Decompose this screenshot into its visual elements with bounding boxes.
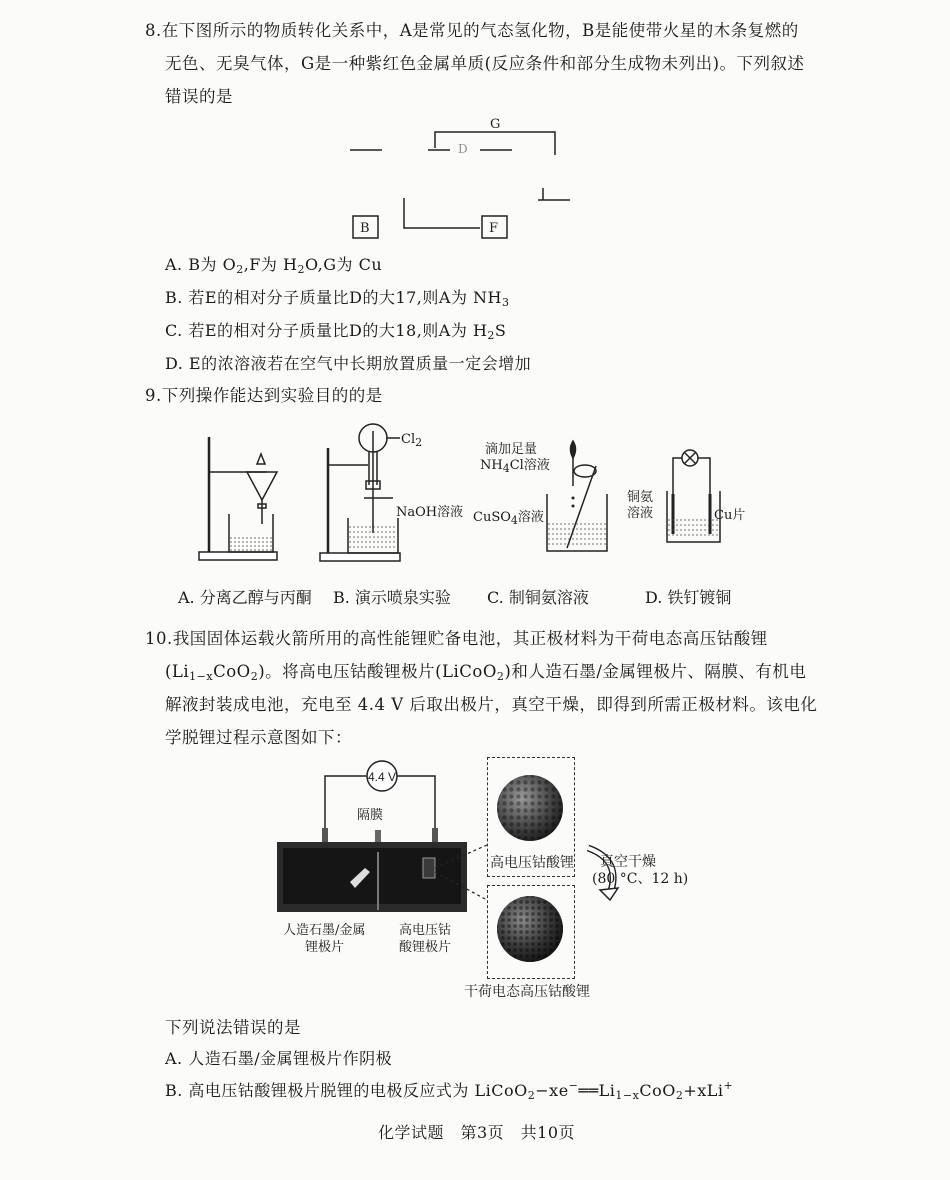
q9-c-label-3: CuSO$_4$溶液 <box>473 510 544 527</box>
q10-voltage: 4.4 V <box>367 770 397 784</box>
q9-c-label-2: $NH_4Cl$溶液 <box>480 458 550 475</box>
q8-stem-line3: 错误的是 <box>165 87 233 106</box>
q8-diagram-partial: D <box>458 142 468 156</box>
q10-top-caption: 高电压钴酸锂 <box>490 855 574 871</box>
q9-d-label-2: 溶液 <box>627 506 654 521</box>
q10-stem-line2: $(Li_{1-x}CoO_2)$。将高电压钴酸锂极片(LiCoO$_2$)和人造石墨/金属锂极片、隔膜、有机电 <box>165 662 807 683</box>
q10-separator-label: 隔膜 <box>357 808 384 823</box>
beaker-a-liquid <box>230 538 272 550</box>
q10-right-label-1: 高电压钴 <box>399 923 452 938</box>
q10-left-label-2: 锂极片 <box>305 940 345 955</box>
q10-bottom-sphere <box>494 893 566 965</box>
q8-diagram-b: B <box>360 221 370 236</box>
q9-caption-a: A. 分离乙醇与丙酮 <box>178 588 312 607</box>
q8-diagram <box>340 110 590 245</box>
q9-caption-b: B. 演示喷泉实验 <box>333 588 451 607</box>
q8-diagram-g: G <box>490 117 501 132</box>
q10-bottom-caption: 干荷电态高压钴酸锂 <box>464 984 590 1000</box>
q10-stem-line3: 解液封装成电池，充电至 4.4 V 后取出极片，真空干燥，即得到所需正极材料。该电化 <box>165 695 818 714</box>
q10-top-sphere <box>494 772 566 844</box>
q8-option-c: C. 若E的相对分子质量比D的大18,则A为 $H_2S$ <box>165 321 507 342</box>
q8-number: 8. <box>145 21 162 40</box>
q10-stem-line4: 学脱锂过程示意图如下： <box>165 728 352 747</box>
q8-option-d: D. E的浓溶液若在空气中长期放置质量一定会增加 <box>165 354 532 373</box>
q9-d-label-1: 铜氨 <box>627 490 654 505</box>
q10-battery-diagram <box>275 760 485 920</box>
q9-number: 9. <box>145 386 162 405</box>
beaker-c-liquid <box>548 524 606 544</box>
q9-caption-d: D. 铁钉镀铜 <box>645 588 732 607</box>
q9-stem: 9.下列操作能达到实验目的的是 <box>145 386 383 405</box>
q9-d-label-cu: Cu片 <box>714 508 746 523</box>
q10-option-b: B. 高电压钴酸锂极片脱锂的电极反应式为 $LiCoO_2-xe^-══Li_{1-x}CoO_2+xLi^+$ <box>165 1079 734 1102</box>
page-footer: 化学试题 第3页 共10页 <box>378 1123 576 1142</box>
q9-c-label-1: 滴加足量 <box>485 442 538 457</box>
q8-diagram-f: F <box>489 221 499 236</box>
q9-apparatus-a <box>195 432 295 567</box>
q9-apparatus-c <box>540 436 620 561</box>
q10-left-label-1: 人造石墨/金属 <box>283 923 366 938</box>
q10-dry-label-1: 真空干燥 <box>600 854 656 870</box>
q10-dry-label-2: (80 °C、12 h) <box>592 871 689 887</box>
q8-stem-line1: 8.在下图所示的物质转化关系中，A是常见的气态氢化物，B是能使带火星的木条复燃的 <box>145 21 799 40</box>
q8-option-a: A. B为 $O_2,F$为 $H_2O,G$为 Cu <box>165 255 383 276</box>
q9-apparatus-d <box>665 446 745 546</box>
q8-stem-line2: 无色、无臭气体，G是一种紫红色金属单质(反应条件和部分生成物未列出)。下列叙述 <box>165 54 805 73</box>
q8-option-b: B. 若E的相对分子质量比D的大17,则A为 $NH_3$ <box>165 288 510 309</box>
q9-b-label-cl2: $Cl_2$ <box>401 432 423 449</box>
q10-stem-line1: 10.我国固体运载火箭所用的高性能锂贮备电池，其正极材料为干荷电态高压钴酸锂 <box>145 629 768 648</box>
q9-caption-c: C. 制铜氨溶液 <box>487 588 589 607</box>
q10-right-label-2: 酸锂极片 <box>399 940 452 955</box>
q9-b-label-naoh: NaOH溶液 <box>396 505 464 520</box>
q10-option-a: A. 人造石墨/金属锂极片作阴极 <box>165 1049 393 1068</box>
q10-question: 下列说法错误的是 <box>165 1018 301 1037</box>
q10-number: 10. <box>145 629 173 648</box>
